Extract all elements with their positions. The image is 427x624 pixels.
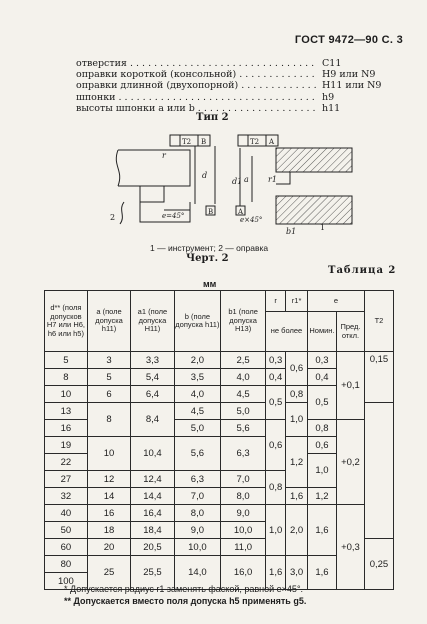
datum-box-a: A — [238, 208, 244, 216]
cell-e-dev: +0,3 — [337, 505, 365, 590]
cell-d: 22 — [45, 454, 88, 471]
cell-e-nom: 0,8 — [307, 420, 336, 437]
datum-box-b: B — [208, 208, 214, 216]
footnote: ** Допускается вместо поля допуска h5 применять g5. — [64, 596, 307, 606]
cell-a1: 20,5 — [131, 539, 174, 556]
header-a1: a1 (поле допуска H11) — [131, 291, 174, 352]
spec-value: h9 — [322, 91, 335, 103]
cell-a1: 14,4 — [131, 488, 174, 505]
cell-b1: 7,0 — [221, 471, 266, 488]
spec-label: высоты шпонки a или b . . . — [76, 103, 318, 114]
label-r1: r1 — [268, 175, 277, 184]
left-view — [110, 135, 215, 224]
cell-a: 18 — [87, 522, 130, 539]
cell-a1: 3,3 — [131, 352, 174, 369]
cell-d: 13 — [45, 403, 88, 420]
spec-value: h11 — [322, 102, 341, 114]
header-nom: Номин. — [307, 312, 336, 352]
label-d: d — [202, 171, 208, 180]
figure-title: Черт. 2 — [186, 253, 229, 264]
cell-b1: 11,0 — [221, 539, 266, 556]
cell-b1: 5,0 — [221, 403, 266, 420]
cell-a1: 10,4 — [131, 437, 174, 471]
header-t2: T2 — [364, 291, 393, 352]
cell-e-nom: 0,4 — [307, 369, 336, 386]
cell-a1: 16,4 — [131, 505, 174, 522]
cell-e-dev: +0,1 — [337, 352, 365, 420]
footnotes — [64, 583, 306, 607]
cell-a: 5 — [87, 369, 130, 386]
header-r: r — [266, 291, 286, 312]
cell-a1: 8,4 — [131, 403, 174, 437]
cell-b1: 10,0 — [221, 522, 266, 539]
cell-d: 40 — [45, 505, 88, 522]
table-row — [45, 505, 394, 522]
header-b1: b1 (поле допуска H13) — [221, 291, 266, 352]
spec-label: оправки длинной (двухопорной) . . . — [76, 80, 318, 91]
cell-r: 0,6 — [266, 420, 286, 471]
cell-d: 100 — [45, 573, 88, 590]
label-1: 1 — [320, 223, 326, 232]
cell-d: 10 — [45, 386, 88, 403]
cell-d: 27 — [45, 471, 88, 488]
spec-row — [76, 92, 406, 103]
cell-b: 7,0 — [174, 488, 220, 505]
header-no-more: не более — [266, 312, 308, 352]
cell-b: 2,0 — [174, 352, 220, 369]
cell-r1: 1,0 — [286, 403, 308, 437]
technical-drawing — [80, 126, 360, 244]
spec-label: отверстия . . . — [76, 58, 318, 69]
header-pred: Пред. откл. — [337, 312, 365, 352]
cell-a: 20 — [87, 539, 130, 556]
cell-r1: 1,6 — [286, 488, 308, 505]
spec-row — [76, 58, 406, 69]
label-r: r — [162, 151, 166, 160]
cell-r1: 0,8 — [286, 386, 308, 403]
table-title: Таблица 2 — [328, 265, 397, 276]
cell-d: 5 — [45, 352, 88, 369]
cell-e-nom: 1,0 — [307, 454, 336, 488]
header-b: b (поле допуска h11) — [174, 291, 220, 352]
cell-e-nom: 0,6 — [307, 437, 336, 454]
cell-b: 3,5 — [174, 369, 220, 386]
cell-e-nom: 1,2 — [307, 488, 336, 505]
cell-r: 0,5 — [266, 386, 286, 420]
header-r1: r1* — [286, 291, 308, 312]
spec-label: шпонки . . . — [76, 92, 318, 103]
cell-a1: 25,5 — [131, 556, 174, 590]
cell-b: 14,0 — [174, 556, 220, 590]
cell-a: 8 — [87, 403, 130, 437]
cell-d: 80 — [45, 556, 88, 573]
dimensions-table — [44, 290, 394, 590]
cell-r1: 2,0 — [286, 505, 308, 556]
spec-value: H11 или N9 — [322, 80, 382, 92]
spec-label: оправки короткой (консольной) . . . — [76, 69, 318, 80]
cell-a1: 18,4 — [131, 522, 174, 539]
table-header-row — [45, 291, 394, 312]
cell-b1: 8,0 — [221, 488, 266, 505]
cell-b1: 4,0 — [221, 369, 266, 386]
cell-e-nom: 0,3 — [307, 352, 336, 369]
cell-r1: 0,6 — [286, 352, 308, 386]
cell-b: 4,5 — [174, 403, 220, 420]
cell-b1: 4,5 — [221, 386, 266, 403]
figure-type-label: Тип 2 — [196, 112, 229, 123]
cell-d: 19 — [45, 437, 88, 454]
header-a: a (поле допуска h11) — [87, 291, 130, 352]
cell-d: 8 — [45, 369, 88, 386]
tolerance-spec-list — [76, 58, 406, 114]
cell-t2-gap — [364, 403, 393, 539]
spec-row — [76, 80, 406, 91]
cell-r1: 1,2 — [286, 437, 308, 488]
cell-d: 60 — [45, 539, 88, 556]
cell-b: 8,0 — [174, 505, 220, 522]
cell-a: 25 — [87, 556, 130, 590]
cell-a1: 6,4 — [131, 386, 174, 403]
label-2: 2 — [110, 213, 116, 222]
unit-label: мм — [203, 279, 217, 289]
label-b1: b1 — [286, 227, 297, 236]
cell-e-nom: 1,6 — [307, 505, 336, 556]
cell-b: 9,0 — [174, 522, 220, 539]
cell-a: 3 — [87, 352, 130, 369]
tolerance-frame-left-ref: B — [201, 138, 207, 146]
cell-a: 12 — [87, 471, 130, 488]
cell-a: 10 — [87, 437, 130, 471]
tolerance-frame-right-ref: A — [269, 138, 275, 146]
cell-e-dev: +0,2 — [337, 420, 365, 505]
cell-e-nom: 0,5 — [307, 386, 336, 420]
cell-r: 1,0 — [266, 505, 286, 556]
page-header: ГОСТ 9472—90 С. 3 — [294, 34, 403, 46]
cell-b1: 9,0 — [221, 505, 266, 522]
spec-value: H9 или N9 — [322, 69, 376, 81]
cell-r: 0,4 — [266, 369, 286, 386]
label-a: a — [244, 175, 249, 184]
cell-b: 4,0 — [174, 386, 220, 403]
cell-r1: 3,0 — [286, 556, 308, 590]
cell-t2: 0,15 — [364, 352, 393, 403]
cell-r: 1,6 — [266, 556, 286, 590]
tolerance-frame-left-symbol: T2 — [182, 138, 192, 146]
right-view — [232, 135, 352, 236]
tolerance-frame-right-symbol: T2 — [250, 138, 260, 146]
spec-value: C11 — [322, 58, 342, 69]
cell-b: 5,6 — [174, 437, 220, 471]
cell-t2: 0,25 — [364, 539, 393, 590]
cell-b: 6,3 — [174, 471, 220, 488]
header-e: e — [307, 291, 364, 312]
header-d: d** (поля допусков H7 или H6, h6 или h5) — [45, 291, 88, 352]
cell-a1: 12,4 — [131, 471, 174, 488]
spec-row — [76, 103, 406, 114]
cell-b1: 16,0 — [221, 556, 266, 590]
cell-b1: 6,3 — [221, 437, 266, 471]
table-row — [45, 352, 394, 369]
cell-b1: 5,6 — [221, 420, 266, 437]
cell-e-nom: 1,6 — [307, 556, 336, 590]
cell-d: 50 — [45, 522, 88, 539]
cell-a: 14 — [87, 488, 130, 505]
cell-b1: 2,5 — [221, 352, 266, 369]
cell-r: 0,3 — [266, 352, 286, 369]
figure-caption: 1 — инструмент; 2 — оправка — [150, 243, 269, 253]
cell-b: 5,0 — [174, 420, 220, 437]
cell-r: 0,8 — [266, 471, 286, 505]
cell-d: 16 — [45, 420, 88, 437]
cell-a1: 5,4 — [131, 369, 174, 386]
cell-a: 6 — [87, 386, 130, 403]
label-e-left: e=45° — [162, 212, 185, 220]
cell-a: 16 — [87, 505, 130, 522]
label-e-right: e×45° — [240, 216, 263, 224]
cell-d: 32 — [45, 488, 88, 505]
spec-row — [76, 69, 406, 80]
label-d1: d1 — [232, 177, 243, 186]
cell-b: 10,0 — [174, 539, 220, 556]
footnote: * Допускается радиус r1 заменять фаской, равной e×45°. — [64, 584, 304, 594]
